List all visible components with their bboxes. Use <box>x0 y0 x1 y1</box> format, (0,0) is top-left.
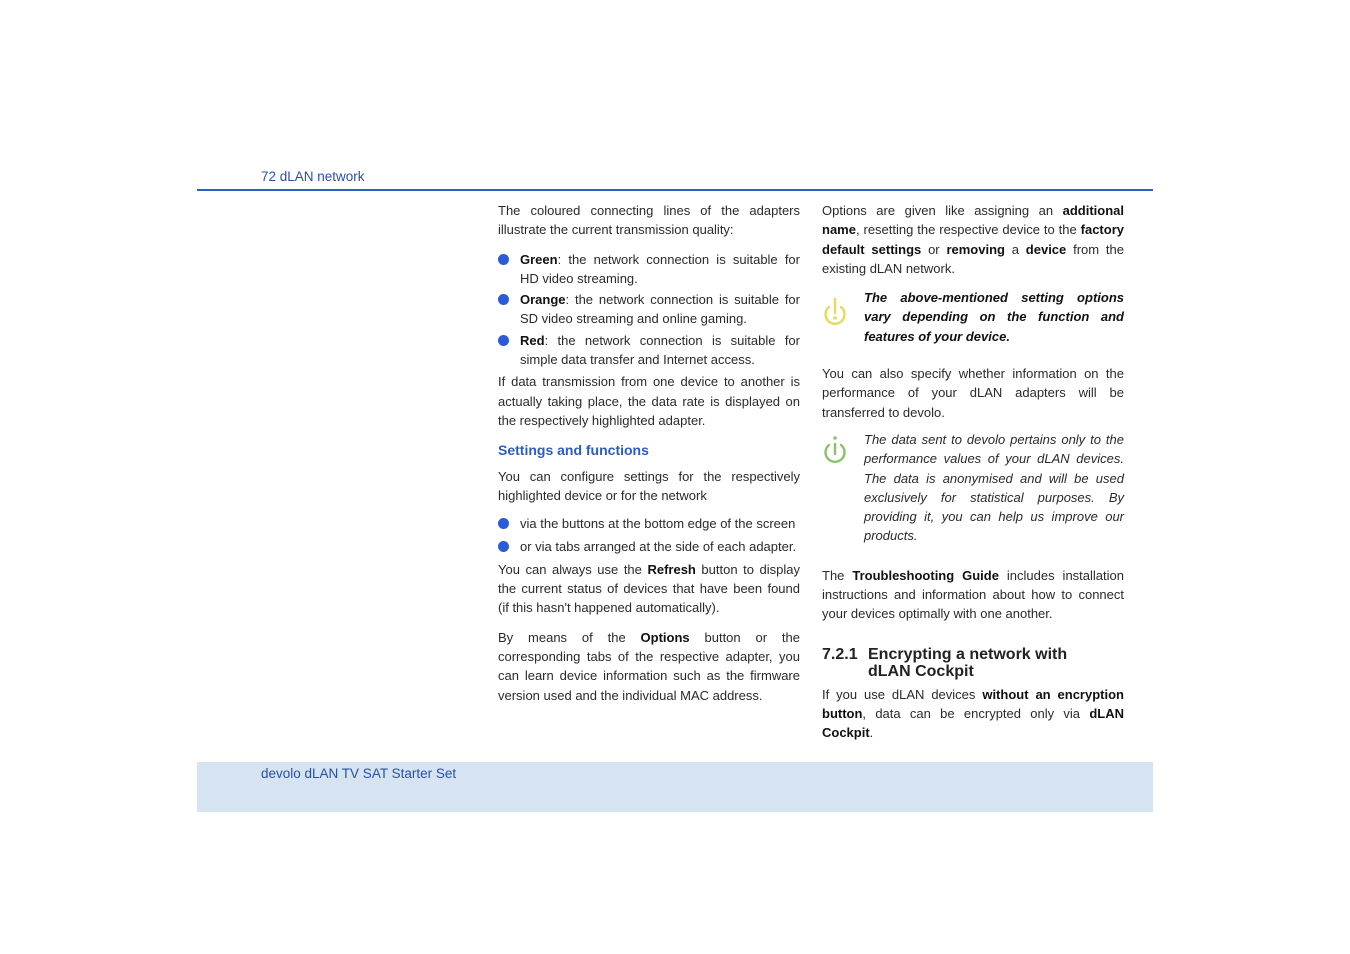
refresh-paragraph: You can always use the Refresh button to display the current status of devices that have been found (if this hasn't happened automatically). <box>498 561 800 616</box>
warning-note: The above-mentioned setting options vary depending on the function and features of your device. <box>822 288 1124 346</box>
bullet-icon <box>498 335 509 346</box>
encryption-paragraph: If you use dLAN devices without an encryption button, data can be encrypted only via dLAN Cockpit. <box>822 686 1124 741</box>
performance-paragraph: You can also specify whether information on the performance of your dLAN adapters will be transferred to devolo. <box>822 366 1124 420</box>
bullet-icon <box>498 541 509 552</box>
list-item: Green: the network connection is suitable for HD video streaming. <box>498 250 800 289</box>
info-light-icon <box>822 432 848 466</box>
list-item: via the buttons at the bottom edge of the screen <box>498 514 800 533</box>
running-footer: devolo dLAN TV SAT Starter Set <box>261 766 457 781</box>
bullet-icon <box>498 518 509 529</box>
info-note: The data sent to devolo pertains only to the performance values of your dLAN devices. The data is anonymised and will be used exclusively for statistical purposes. By providing it, you can help us improve our products. <box>822 430 1124 546</box>
troubleshooting-paragraph: The Troubleshooting Guide includes installation instructions and information about how to connect your devices optimally with one another. <box>822 567 1124 622</box>
configure-paragraph: You can configure settings for the respectively highlighted device or for the network <box>498 468 800 503</box>
list-item: or via tabs arranged at the side of each adapter. <box>498 537 800 556</box>
left-column <box>498 201 800 705</box>
options-description-paragraph: Options are given like assigning an additional name, resetting the respective device to the factory default settings or removing a device from the existing dLAN network. <box>822 203 1124 276</box>
bullet-icon <box>498 294 509 305</box>
section-heading: 7.2.1 Encrypting a network with dLAN Cockpit <box>822 645 1068 680</box>
list-item: Red: the network connection is suitable for simple data transfer and Internet access. <box>498 331 800 370</box>
settings-subheading: Settings and functions <box>498 442 649 459</box>
quality-list <box>498 250 800 370</box>
bullet-icon <box>498 254 509 265</box>
ways-list <box>498 514 800 557</box>
exclamation-light-icon <box>822 296 848 330</box>
rate-paragraph: If data transmission from one device to another is actually taking place, the data rate is displayed on the respectively highlighted adapter. <box>498 374 800 428</box>
right-column <box>822 201 1124 743</box>
header-rule <box>197 189 1153 191</box>
options-paragraph: By means of the Options button or the corresponding tabs of the respective adapter, you can learn device information such as the firmware version used and the individual MAC address. <box>498 629 800 703</box>
running-header: 72 dLAN network <box>261 169 365 184</box>
intro-paragraph: The coloured connecting lines of the adapters illustrate the current transmission quality: <box>498 203 800 238</box>
list-item: Orange: the network connection is suitable for SD video streaming and online gaming. <box>498 290 800 329</box>
